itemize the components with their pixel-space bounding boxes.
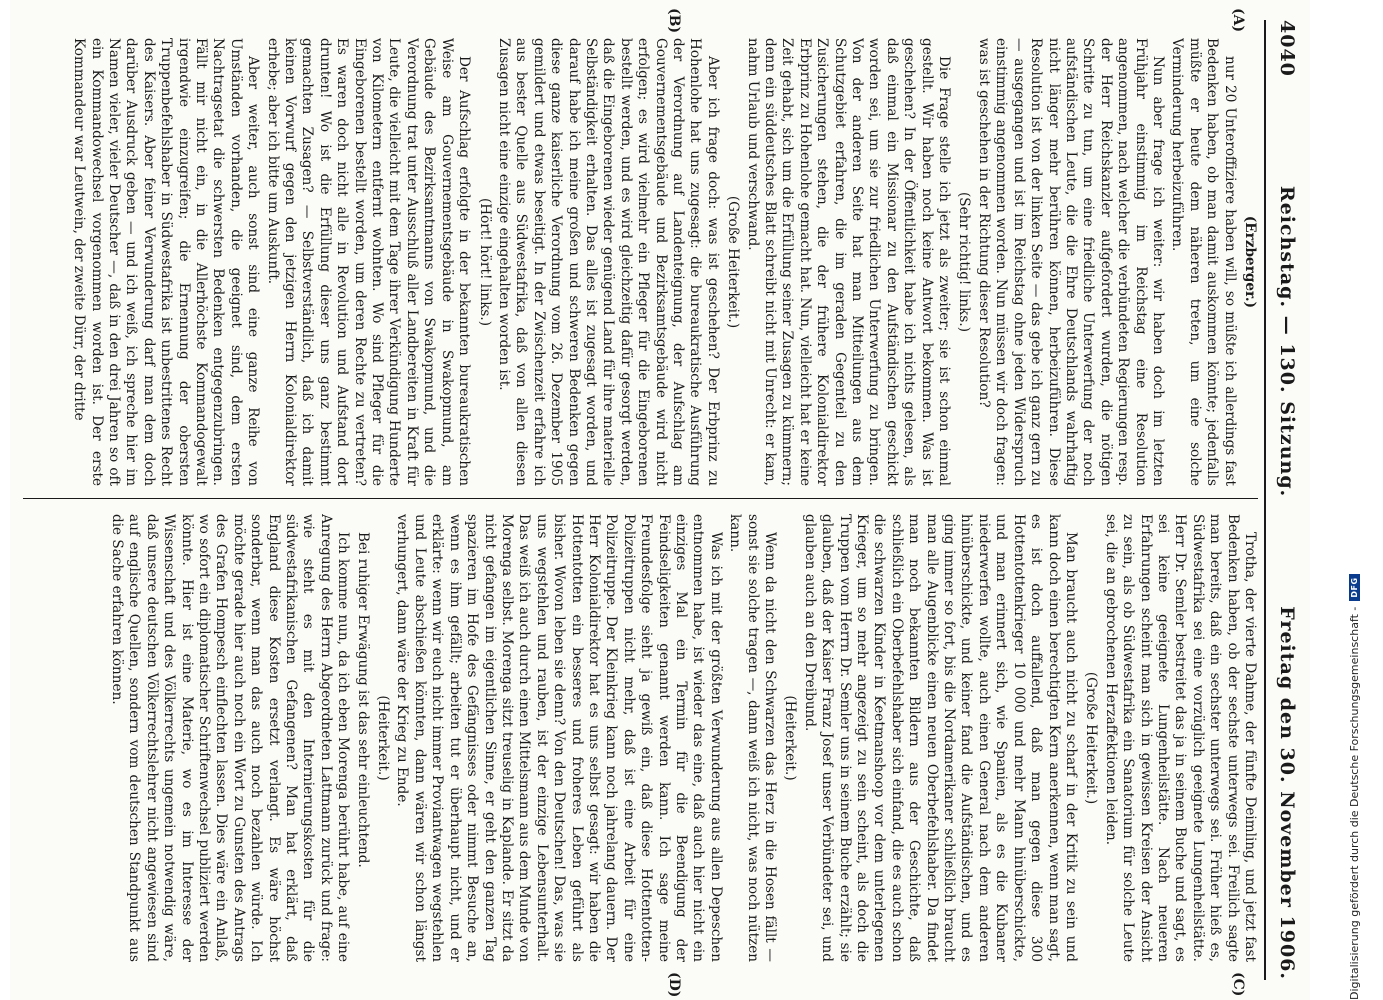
speech-paragraph: Trotha, der vierte Dahme, der fünfte Deimling, und jetzt fast Bedenken haben, ob der sechste unterwegs sei. Freilich sagte man bereits, daß ein sechster unterwegs sei. Früher hieß es, Südwestafrika sei eine vorzüglich geeignete Lungenheilstätte. Herr Dr. Semler bestreitet das ja in seinem Buche und sagt, es sei keine geeignete Lungenheilstätte. Nach neueren Erfahrungen scheint man sich in gewissen Kreisen der Ansicht zu sein, als ob Südwestafrika ein Sanatorium für solche Leute sei, die an gebrochenen Herzaffektionen leiden. — [1102, 514, 1258, 962]
dfg-logo-icon: DFG — [1349, 574, 1360, 600]
speech-paragraph: Nun aber frage ich weiter: wir haben doch im letzten Frühjahr einstimmig im Reichstag eine Resolution angenommen, nach welcher die verbündeten Regierungen resp. der Herr Reichskanzler aufgefordert wurden, die nötigen Schritte zu tun, um eine friedliche Unterwerfung der noch aufständischen Leute, die die Ehre Deutschlands wahrhaftig nicht länger mehr berühren können, herbeizuführen. Diese Resolution ist von der linken Seite — das gebe ich ganz gern zu — ausgegangen und ist im Reichstag ohne jeden Widerspruch einstimmig angenommen worden. Nun müssen wir doch fragen: was ist geschehen in der Richtung dieser Resolution? — [975, 38, 1166, 486]
left-column — [23, 38, 1258, 486]
speech-paragraph: Ich komme nun, da ich eben Morenga berührt habe, auf eine Anregung des Herrn Abgeordneten Lattmann zurück und frage: wie steht es mit den Internierungskosten für die südwestafrikanischen Gefangenen? Man hat erklärt, daß England diese Kosten ersetzt verlangt. Es wäre höchst sonderbar, wenn man das auch noch bezahlen würde. Ich möchte gerade hier auch noch ein Wort zu Gunsten des Antrags des Grafen Hompesch einflechten lassen. Dies wäre ein Anlaß, wo sofort ein diplomatischer Schriftenwechsel publiziert werden könnte. Hier ist eine Materie, wo es im Interesse der Wissenschaft und des Völkerrechts ungemein notwendig wäre, daß unsere deutschen Völkerrechtslehrer nicht angewiesen sind auf englische Quellen, sondern vom deutschen Standpunkt aus die Sache erfahren können. — [109, 514, 352, 962]
speech-paragraph: Man braucht auch nicht zu scharf in der Kritik zu sein und kann doch einen berechtigten Kern anerkennen, wenn man sagt, es ist doch auffallend, daß man gegen diese 300 Hottentottenkrieger 10 000 und mehr Mann hinüberschickte, und man erinnert sich, wie Spanien, als es die Kubaner niederwerfen wollte, auch einen General nach dem anderen hinüberschickte, und keiner fand die Aufständischen, und es ging immer so fort, bis die Nordamerikaner schließlich braucht man alle Augenblicke einen neuen Oberbefehlshaber. Da findet man noch bekannten Bildern aus der Geschichte, daß schließlich ein Oberbefehlshaber sich einfand, die es auch schon die schwarzen Kinder in Keetmanshoop vor dem unterlegenen Krieger, um so mehr angezeigt zu sein scheint, als doch die Truppen vom Herrn Dr. Semler uns in seinem Buche erzählt; sie glauben, daß der Kaiser Franz Josef unser Verbündeter sei, und glauben auch an den Dreibund. — [801, 514, 1079, 962]
interjection-remark: (Sehr richtig! links.) — [956, 191, 973, 333]
right-column — [23, 514, 1258, 962]
page-title: Reichstag. — 130. Sitzung. — [1276, 185, 1298, 498]
interjection-remark: (Große Heiterkeit.) — [725, 195, 742, 329]
margin-marker-b: (B) — [666, 8, 682, 34]
speech-paragraph: Der Aufschlag erfolgte in der bekannten bureaukratischen Weise am Gouvernementsgebäude in Swakopmund, am Gebäude des Bezirksamtmanns von Swakopmund, und die Verordnung trat unter Ausschluß aller Landbereiten in Kraft für Leute, die vielleicht mit dem Tage ihrer Verkündigung Hunderte von Kilometern entfernt wohnten. Wo sind Pfleger für die Eingeborenen bestellt worden, um deren Rechte zu vertreten? Es waren doch nicht alle in Revolution und Aufstand dort drunten! Wo ist die Erfüllung dieser uns ganz bestimmt gemachten Zusagen? — Selbstverständlich, daß ich damit keinen Vorwurf gegen den jetzigen Herrn Kolonialdirektor erhebe; aber ich bitte um Auskunft. — [264, 38, 473, 486]
interjection-remark: (Hört! hört! links.) — [476, 197, 493, 327]
speech-paragraph: nur 20 Unteroffiziere haben will, so müßte ich allerdings fast Bedenken haben, ob man damit auskommen könnte; jedenfalls müßte er heute dem näheren treten, um eine solche Verminderung herbeizuführen. — [1169, 38, 1238, 486]
speech-paragraph: Bei ruhiger Erwägung ist das sehr einleuchtend. — [354, 532, 371, 868]
speech-paragraph: Die Frage stelle ich jetzt als zweiter; sie ist schon einmal gestellt. Wir haben noch keine Antwort bekommen. Was ist geschehen? In der Öffentlichkeit habe ich nichts gelesen, als daß einmal ein Missionar zu den Aufständischen geschickt worden sei, um sie zur friedlichen Unterwerfung zu bringen. Von der anderen Seite hat man Mitteilungen aus dem Schutzgebiet erfahren, die im geraden Gegenteil zu den Zusicherungen stehen, die der frühere Kolonialdirektor Erbprinz zu Hohenlohe gemacht hat. Nun, vielleicht hat er keine Zeit gehabt, sich um die Erfüllung seiner Zusagen zu kümmern; denn ein süddeutsches Blatt schreibt nicht mit Unrecht: er kam, nahm Urlaub und verschwand. — [744, 38, 953, 486]
speech-paragraph: Aber ich frage doch: was ist geschehen? Der Erbprinz zu Hohenlohe hat uns zugesagt: die bureaukratische Ausführung der Verordnung auf Landenteignung, der Aufschlag am Gouvernementsgebäude und Bezirksamtsgebäude wird nicht erfolgen; es wird vielmehr ein Pfleger für die Eingeborenen bestellt werden, und es wird gleichzeitig dafür gesorgt werden, daß die Eingeborenen wieder genügend Land für ihre materielle Selbständigkeit erhalten. Das alles ist zugesagt worden, und darauf habe ich meine großen und schweren Bedenken gegen diese ganze kaiserliche Verordnung vom 26. Dezember 1905 gemildert und etwas beseitigt. In der Zwischenzeit erfahre ich aus bester Quelle aus Südwestafrika, daß von allen diesen Zusagen nicht eine einzige eingehalten worden ist. — [495, 38, 721, 486]
speech-paragraph: Aber weiter, auch sonst sind eine ganze Reihe von Umständen vorhanden, die geeignet sind, dem ersten Nachtragsetat die schwersten Bedenken entgegenzubringen. Fällt mir nicht ein, in die Allerhöchste Kommandogewalt irgendwie einzugreifen; die Ernennung der obersten Truppenbefehlshaber in Südwestafrika ist unbestrittenes Recht des Kaisers. Aber feiner Verwunderung darf man dem doch darüber Ausdruck geben — und ich weiß, ich spreche hier im Namen vieler, vieler Deutscher —, daß in den drei Jahren so oft ein Kommandowechsel vorgenommen worden ist. Der erste Kommandeur war Leutwein, der zweite Dürr, der dritte — [71, 38, 262, 486]
credit-text: Digitalisierung gefördert durch die Deutsche Forschungsgemeinschaft - — [1348, 606, 1361, 1000]
speech-paragraph: Was ich mit der größten Verwunderung aus allen Depeschen entnommen habe, ist wieder das eine, daß auch hier nicht ein einziges Mal ein Termin für die Beendigung der Feindseligkeiten genannt werden kann. Ich sage meine Freundesfolge sieht ja gewiß ein, daß diese Hottentotten-Polizeitruppen nicht mehr, daß ist eine Arbeit für eine Polizeitruppe. Der Kleinkrieg kann noch jahrelang dauern. Der Herr Kolonialdirektor hat es uns selbst gesagt: wir haben die Hottentotten ein besseres und froheres Leben geführt als bisher. Wovon leben sie denn? Von den Deutschen! Das, was sie uns wegstehlen und rauben, ist der einzige Lebensunterhalt. Das weiß ich auch durch einen Mittelsmann aus dem Munde von Morenga selbst. Morenga sitzt treuselig in Kaplande. Er sitzt da nicht gefangen im eigentlichen Sinne, er geht den ganzen Tag spazieren im Hofe des Gefängnisses oder nimmt Besuche an, wenn es ihm gefällt; arbeiten tut er überhaupt nicht, und er erklärte: wenn wir euch nicht immer Proviantwagen wegstehlen und Leute abschießen könnten, dann wären wir schon längst verhungert, dann wäre der Krieg zu Ende. — [394, 514, 724, 962]
page-header — [1270, 20, 1304, 980]
margin-marker-a: (A) — [1230, 8, 1246, 33]
digitization-credit — [1348, 574, 1361, 1000]
page-number: 4040 — [1276, 20, 1298, 77]
margin-marker-c: (C) — [1230, 972, 1246, 997]
session-date: Freitag den 30. November 1906. — [1276, 606, 1298, 980]
header-rule — [1264, 20, 1266, 980]
interjection-remark: (Heiterkeit.) — [375, 695, 392, 781]
speaker-name: (Erzberger.) — [1242, 215, 1258, 309]
interjection-remark: (Heiterkeit.) — [782, 695, 799, 781]
scanned-page — [10, 0, 1310, 1000]
margin-marker-d: (D) — [666, 972, 682, 998]
column-divider — [23, 498, 1258, 499]
interjection-remark: (Große Heiterkeit.) — [1083, 671, 1100, 805]
speech-paragraph: Wenn da nicht den Schwarzen das Herz in die Hosen fällt — sonst sie solche tragen —, dann weiß ich nicht, was noch nützen kann. — [727, 514, 779, 962]
